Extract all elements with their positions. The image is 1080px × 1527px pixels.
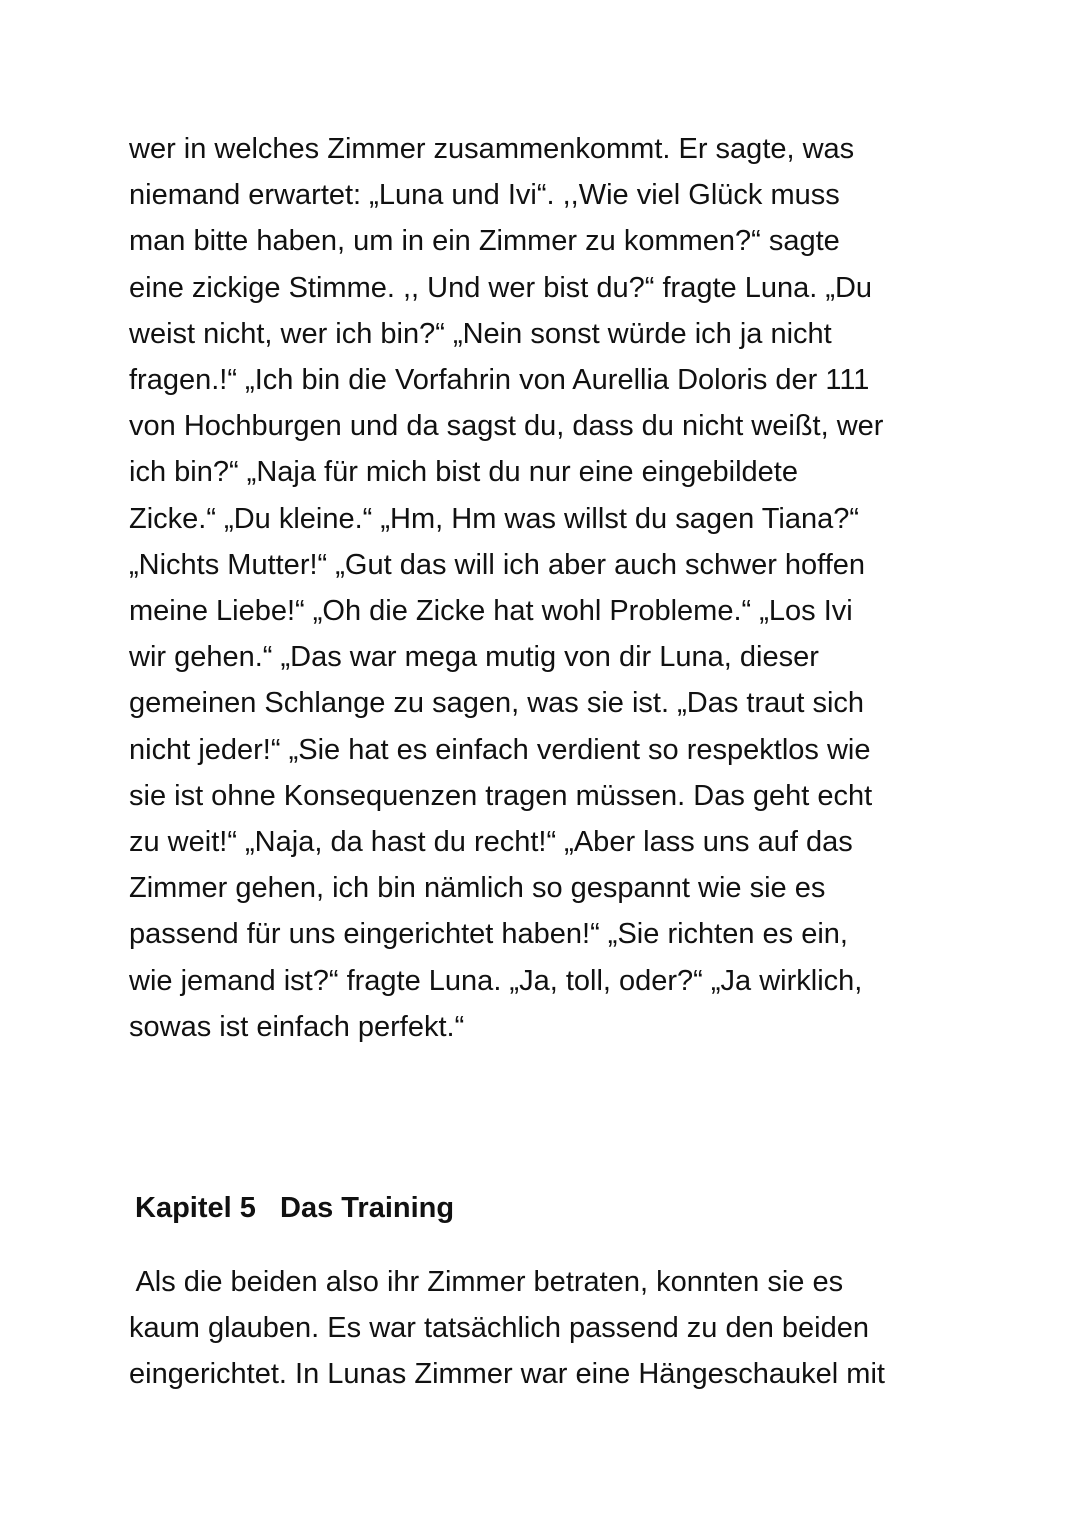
text-line: Zimmer gehen, ich bin nämlich so gespannt wie sie es bbox=[129, 872, 826, 905]
text-line: Als die beiden also ihr Zimmer betraten, konnten sie es bbox=[129, 1266, 844, 1298]
text-line: weist nicht, wer ich bin?“ „Nein sonst würde ich ja nicht bbox=[129, 317, 832, 350]
text-line: kaum glauben. Es war tatsächlich passend zu den beiden bbox=[129, 1312, 869, 1345]
text-line: ich bin?“ „Naja für mich bist du nur eine eingebildete bbox=[129, 456, 798, 489]
paragraph-chapter-start bbox=[129, 1259, 959, 1398]
text-line: niemand erwartet: „Luna und Ivi“. ,,Wie viel Glück muss bbox=[129, 179, 840, 212]
text-line: „Nichts Mutter!“ „Gut das will ich aber auch schwer hoffen bbox=[129, 548, 866, 581]
text-line: man bitte haben, um in ein Zimmer zu kommen?“ sagte bbox=[129, 225, 840, 258]
text-line: passend für uns eingerichtet haben!“ „Sie richten es ein, bbox=[129, 918, 848, 951]
text-line: wer in welches Zimmer zusammenkommt. Er sagte, was bbox=[129, 133, 855, 165]
text-line: wir gehen.“ „Das war mega mutig von dir Luna, dieser bbox=[129, 641, 819, 674]
text-line: nicht jeder!“ „Sie hat es einfach verdient so respektlos wie bbox=[129, 733, 871, 766]
text-line: gemeinen Schlange zu sagen, was sie ist. „Das traut sich bbox=[129, 687, 865, 720]
text-line: eine zickige Stimme. ,, Und wer bist du?“ fragte Luna. „Du bbox=[129, 271, 873, 304]
text-line: fragen.!“ „Ich bin die Vorfahrin von Aurellia Doloris der 111 bbox=[129, 364, 870, 397]
text-line: meine Liebe!“ „Oh die Zicke hat wohl Probleme.“ „Los Ivi bbox=[129, 595, 853, 628]
text-line: von Hochburgen und da sagst du, dass du nicht weißt, wer bbox=[129, 410, 884, 443]
paragraph-dialogue bbox=[129, 126, 959, 1050]
text-line: Zicke.“ „Du kleine.“ „Hm, Hm was willst du sagen Tiana?“ bbox=[129, 502, 860, 535]
text-line: zu weit!“ „Naja, da hast du recht!“ „Aber lass uns auf das bbox=[129, 826, 853, 859]
text-line: sowas ist einfach perfekt.“ bbox=[129, 1010, 465, 1043]
text-line: eingerichtet. In Lunas Zimmer war eine Hängeschaukel mit bbox=[129, 1358, 885, 1391]
text-line: wie jemand ist?“ fragte Luna. „Ja, toll, oder?“ „Ja wirklich, bbox=[129, 964, 863, 997]
chapter-heading: Kapitel 5 Das Training bbox=[135, 1192, 455, 1224]
text-line: sie ist ohne Konsequenzen tragen müssen. Das geht echt bbox=[129, 779, 873, 812]
